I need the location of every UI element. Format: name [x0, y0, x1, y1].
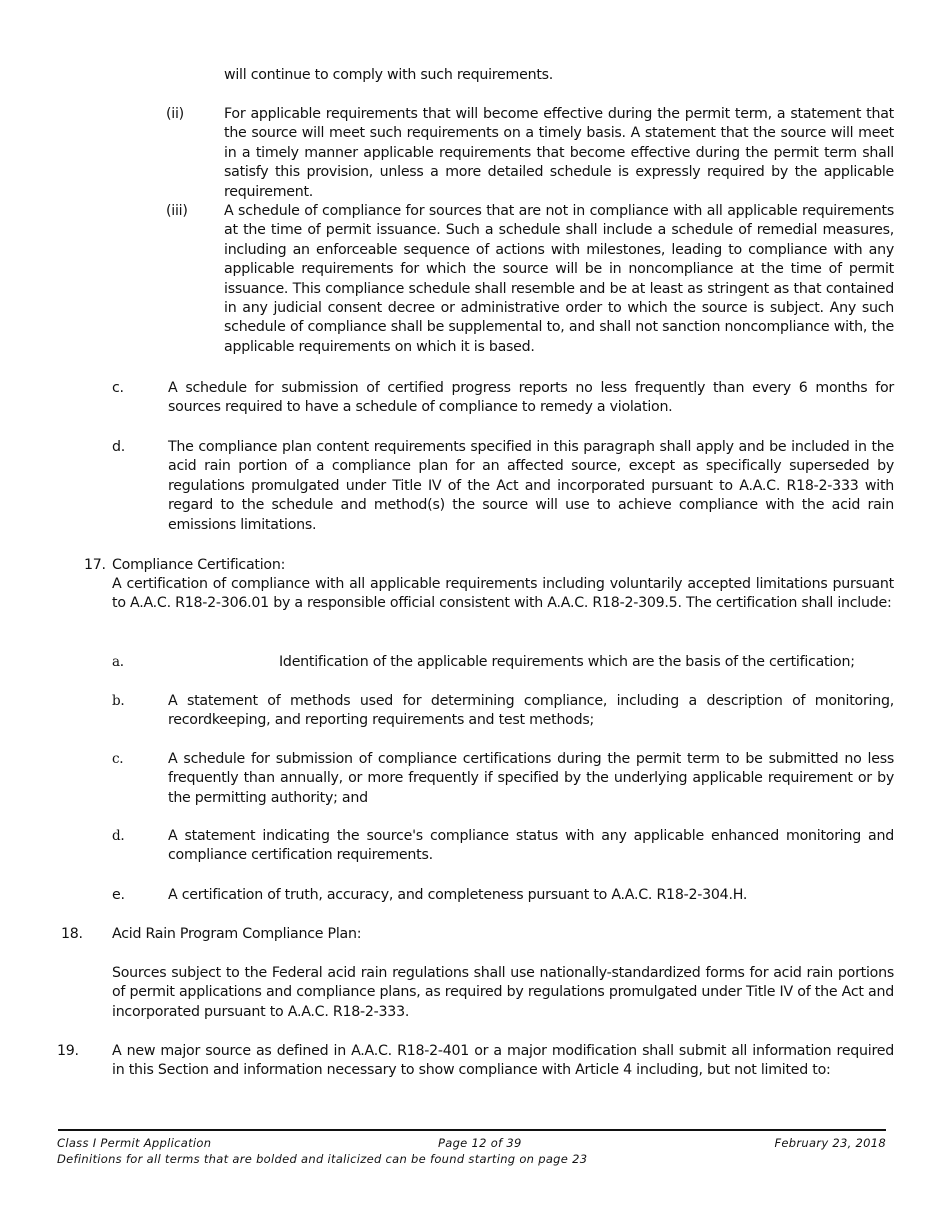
section-18-text: Sources subject to the Federal acid rain regulations shall use nationally-standardized forms for acid rain portions of permit applications and compliance plans, as required by regulations promulgated under Title IV of the Act and incorporated pursuant to A.A.C. R18-2-333. [112, 965, 894, 1020]
item-ii-text: For applicable requirements that will become effective during the permit term, a statement that the source will meet such requirements on a timely basis. A statement that the source will meet in a timely manner applicable requirements that become effective during the permit term shall satisfy this provision, unless a more detailed schedule is expressly required by the applicable requirement. [224, 106, 894, 200]
s17-item-b-text: A statement of methods used for determining compliance, including a description of monitoring, recordkeeping, and reporting requirements and test methods; [168, 693, 894, 729]
item-d-text: The compliance plan content requirements specified in this paragraph shall apply and be included in the acid rain portion of a compliance plan for an affected source, except as specifically superseded by regulations promulgated under Title IV of the Act and incorporated pursuant to A.A.C. R18-2-333 with regard to the schedule and method(s) the source will use to achieve compliance with the acid rain emissions limitations. [168, 439, 894, 533]
item-iii-text: A schedule of compliance for sources that are not in compliance with all applicable requirements at the time of permit issuance. Such a schedule shall include a schedule of remedial measures, including an enforceable sequence of actions with milestones, leading to compliance with any applicable requirements for which the source will be in noncompliance at the time of permit issuance. This compliance schedule shall resemble and be at least as stringent as that contained in any judicial consent decree or administrative order to which the source is subject. Any such schedule of compliance shall be supplemental to, and shall not sanction noncompliance with, the applicable requirements on which it is based. [224, 203, 894, 355]
item-d-marker: d. [112, 439, 126, 455]
item-ii-marker: (ii) [166, 106, 184, 122]
section-18-number: 18. [61, 926, 83, 942]
footer-doc-title: Class I Permit Application [57, 1136, 212, 1150]
item-c-text: A schedule for submission of certified progress reports no less frequently than every 6 months for sources required to have a schedule of compliance to remedy a violation. [168, 380, 894, 416]
s17-item-e-marker: e. [112, 887, 125, 903]
footer-page-number: Page 12 of 39 [438, 1136, 522, 1150]
intro-line: will continue to comply with such requirements. [224, 67, 554, 83]
item-iii-marker: (iii) [166, 203, 188, 219]
footer-definitions-note: Definitions for all terms that are bolded and italicized can be found starting on page 23 [57, 1152, 588, 1166]
s17-item-c-text: A schedule for submission of compliance certifications during the permit term to be submitted no less frequently than annually, or more frequently if specified by the underlying applicable requirement or by the permitting authority; and [168, 751, 894, 806]
section-18-heading: Acid Rain Program Compliance Plan: [112, 926, 362, 942]
s17-item-e-text: A certification of truth, accuracy, and completeness pursuant to A.A.C. R18-2-304.H. [168, 887, 748, 903]
s17-item-d-text: A statement indicating the source's compliance status with any applicable enhanced monitoring and compliance certification requirements. [168, 828, 894, 864]
section-19-number: 19. [57, 1043, 79, 1059]
s17-item-a-marker: a. [112, 654, 124, 670]
s17-item-d-marker: d. [112, 828, 125, 844]
footer-date: February 23, 2018 [774, 1136, 886, 1150]
s17-item-a-text: Identification of the applicable requirements which are the basis of the certification; [279, 654, 855, 670]
item-c-marker: c. [112, 380, 124, 396]
s17-item-c-marker: c. [112, 751, 124, 767]
s17-item-b-marker: b. [112, 693, 125, 709]
section-17-number: 17. [84, 557, 106, 573]
section-17-intro: A certification of compliance with all applicable requirements including voluntarily accepted limitations pursuant to A.A.C. R18-2-306.01 by a responsible official consistent with A.A.C. R18-2-309.5. The certification shall include: [112, 576, 894, 612]
section-19-text: A new major source as defined in A.A.C. R18-2-401 or a major modification shall submit all information required in this Section and information necessary to show compliance with Article 4 including, but not limited to: [112, 1043, 894, 1079]
section-17-heading: Compliance Certification: [112, 557, 286, 573]
footer-divider [58, 1129, 886, 1131]
